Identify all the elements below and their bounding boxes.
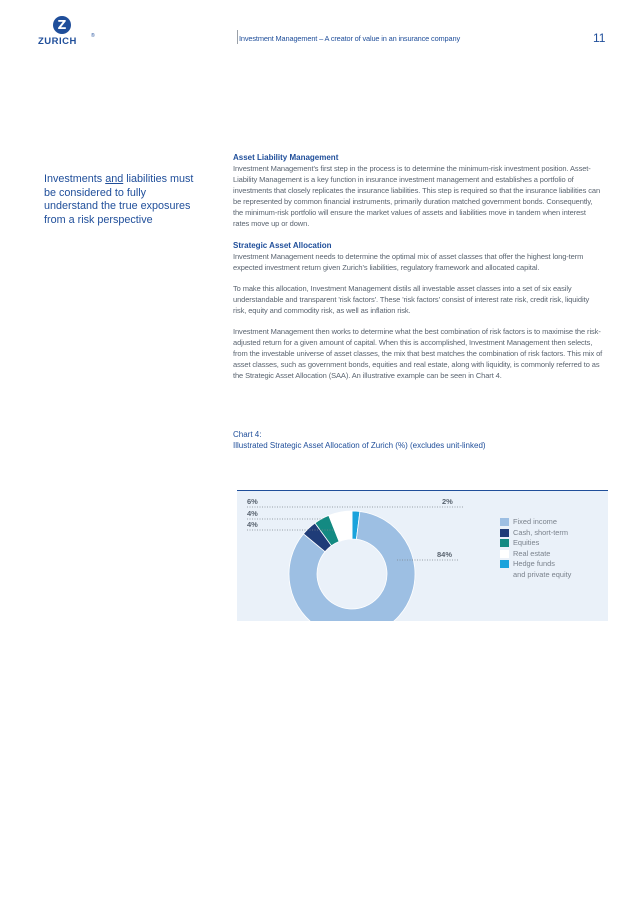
running-title: Investment Management – A creator of value in an insurance company (239, 34, 460, 43)
saa-paragraph-3: Investment Management then works to determine what the best combination of risk factors is to maximise the risk-adjusted return for a given amount of capital. When this is accomplished, Investment Management then selects, from the investable universe of asset classes, the mix that best matches the combination of risk factors. This mix of asset classes, such as government bonds, equities and real estate, along with liquidity, is commonly referred to as the Strategic Asset Allocation (SAA). An illustrative example can be seen in Chart 4. (233, 327, 603, 381)
legend-swatch (500, 560, 509, 568)
legend-item (500, 517, 571, 528)
legend-label: Real estate (513, 548, 551, 558)
slice-label-cash-short-term: 4% (247, 509, 258, 518)
slice-label-fixed-income: 84% (437, 550, 453, 559)
alm-heading: Asset Liability Management (233, 153, 339, 162)
header-divider (237, 30, 238, 44)
chart-legend (500, 517, 571, 580)
legend-item (500, 528, 571, 539)
legend-label: Equities (513, 538, 540, 547)
legend-label: Hedge funds (513, 559, 555, 568)
saa-paragraph-1: Investment Management needs to determine the optimal mix of asset classes that offer the highest long-term expected investment return given Zurich's liabilities, regulatory framework and allocated capital. (233, 251, 584, 272)
pull-quote-end: liabilities must be considered to fully understand the true exposures from a risk perspective (44, 173, 194, 226)
main-text (233, 152, 603, 382)
saa-heading: Strategic Asset Allocation (233, 240, 332, 250)
legend-item (500, 538, 571, 549)
legend-swatch (500, 518, 509, 526)
legend-label-continued: and private equity (513, 569, 572, 579)
legend-swatch (500, 529, 509, 537)
pull-quote-start: Investments (44, 173, 106, 185)
legend-swatch (500, 550, 509, 558)
chart-number: Chart 4: (233, 430, 262, 439)
registered-mark: ® (91, 33, 95, 39)
legend-item (500, 559, 571, 570)
page-number: 11 (593, 31, 606, 45)
zurich-logo (38, 16, 95, 52)
page-header (0, 0, 638, 58)
legend-swatch (500, 539, 509, 547)
pull-quote-underlined: and (105, 173, 124, 185)
zurich-logo-mark: Z (53, 16, 71, 34)
zurich-logo-text: ZURICH (38, 36, 77, 47)
slice-label-hedge-funds-and-private-equity: 2% (442, 497, 453, 506)
chart-caption (233, 430, 603, 451)
alm-paragraph: Investment Management's first step in the process is to determine the minimum-risk investment position. Asset-Liability Management is a key function in insurance investment management and establishes a portfolio of investments that closely replicates the insurance liabilities. This step is required so that the insurance liabilities can be represented by common financial instruments, primarily duration matched government bonds. Consequently, the minimum-risk portfolio will ensure the market values of assets and liabilities move in tandem when interest rates move up or down. (233, 164, 601, 229)
slice-label-real-estate: 6% (247, 497, 258, 506)
pull-quote (44, 173, 194, 227)
legend-label: Fixed income (513, 517, 557, 526)
legend-item (500, 549, 571, 560)
saa-paragraph-2: To make this allocation, Investment Management distils all investable asset classes into a set of six easily understandable and transparent 'risk factors'. These 'risk factors' consist of interest rate risk, credit risk, liquidity risk, equity and commodity risk, as well as inflation risk. (233, 283, 590, 315)
chart-panel (237, 490, 608, 621)
chart-title: Illustrated Strategic Asset Allocation of Zurich (%) (excludes unit-linked) (233, 440, 486, 450)
slice-label-equities: 4% (247, 520, 258, 529)
legend-label: Cash, short-term (513, 527, 569, 537)
